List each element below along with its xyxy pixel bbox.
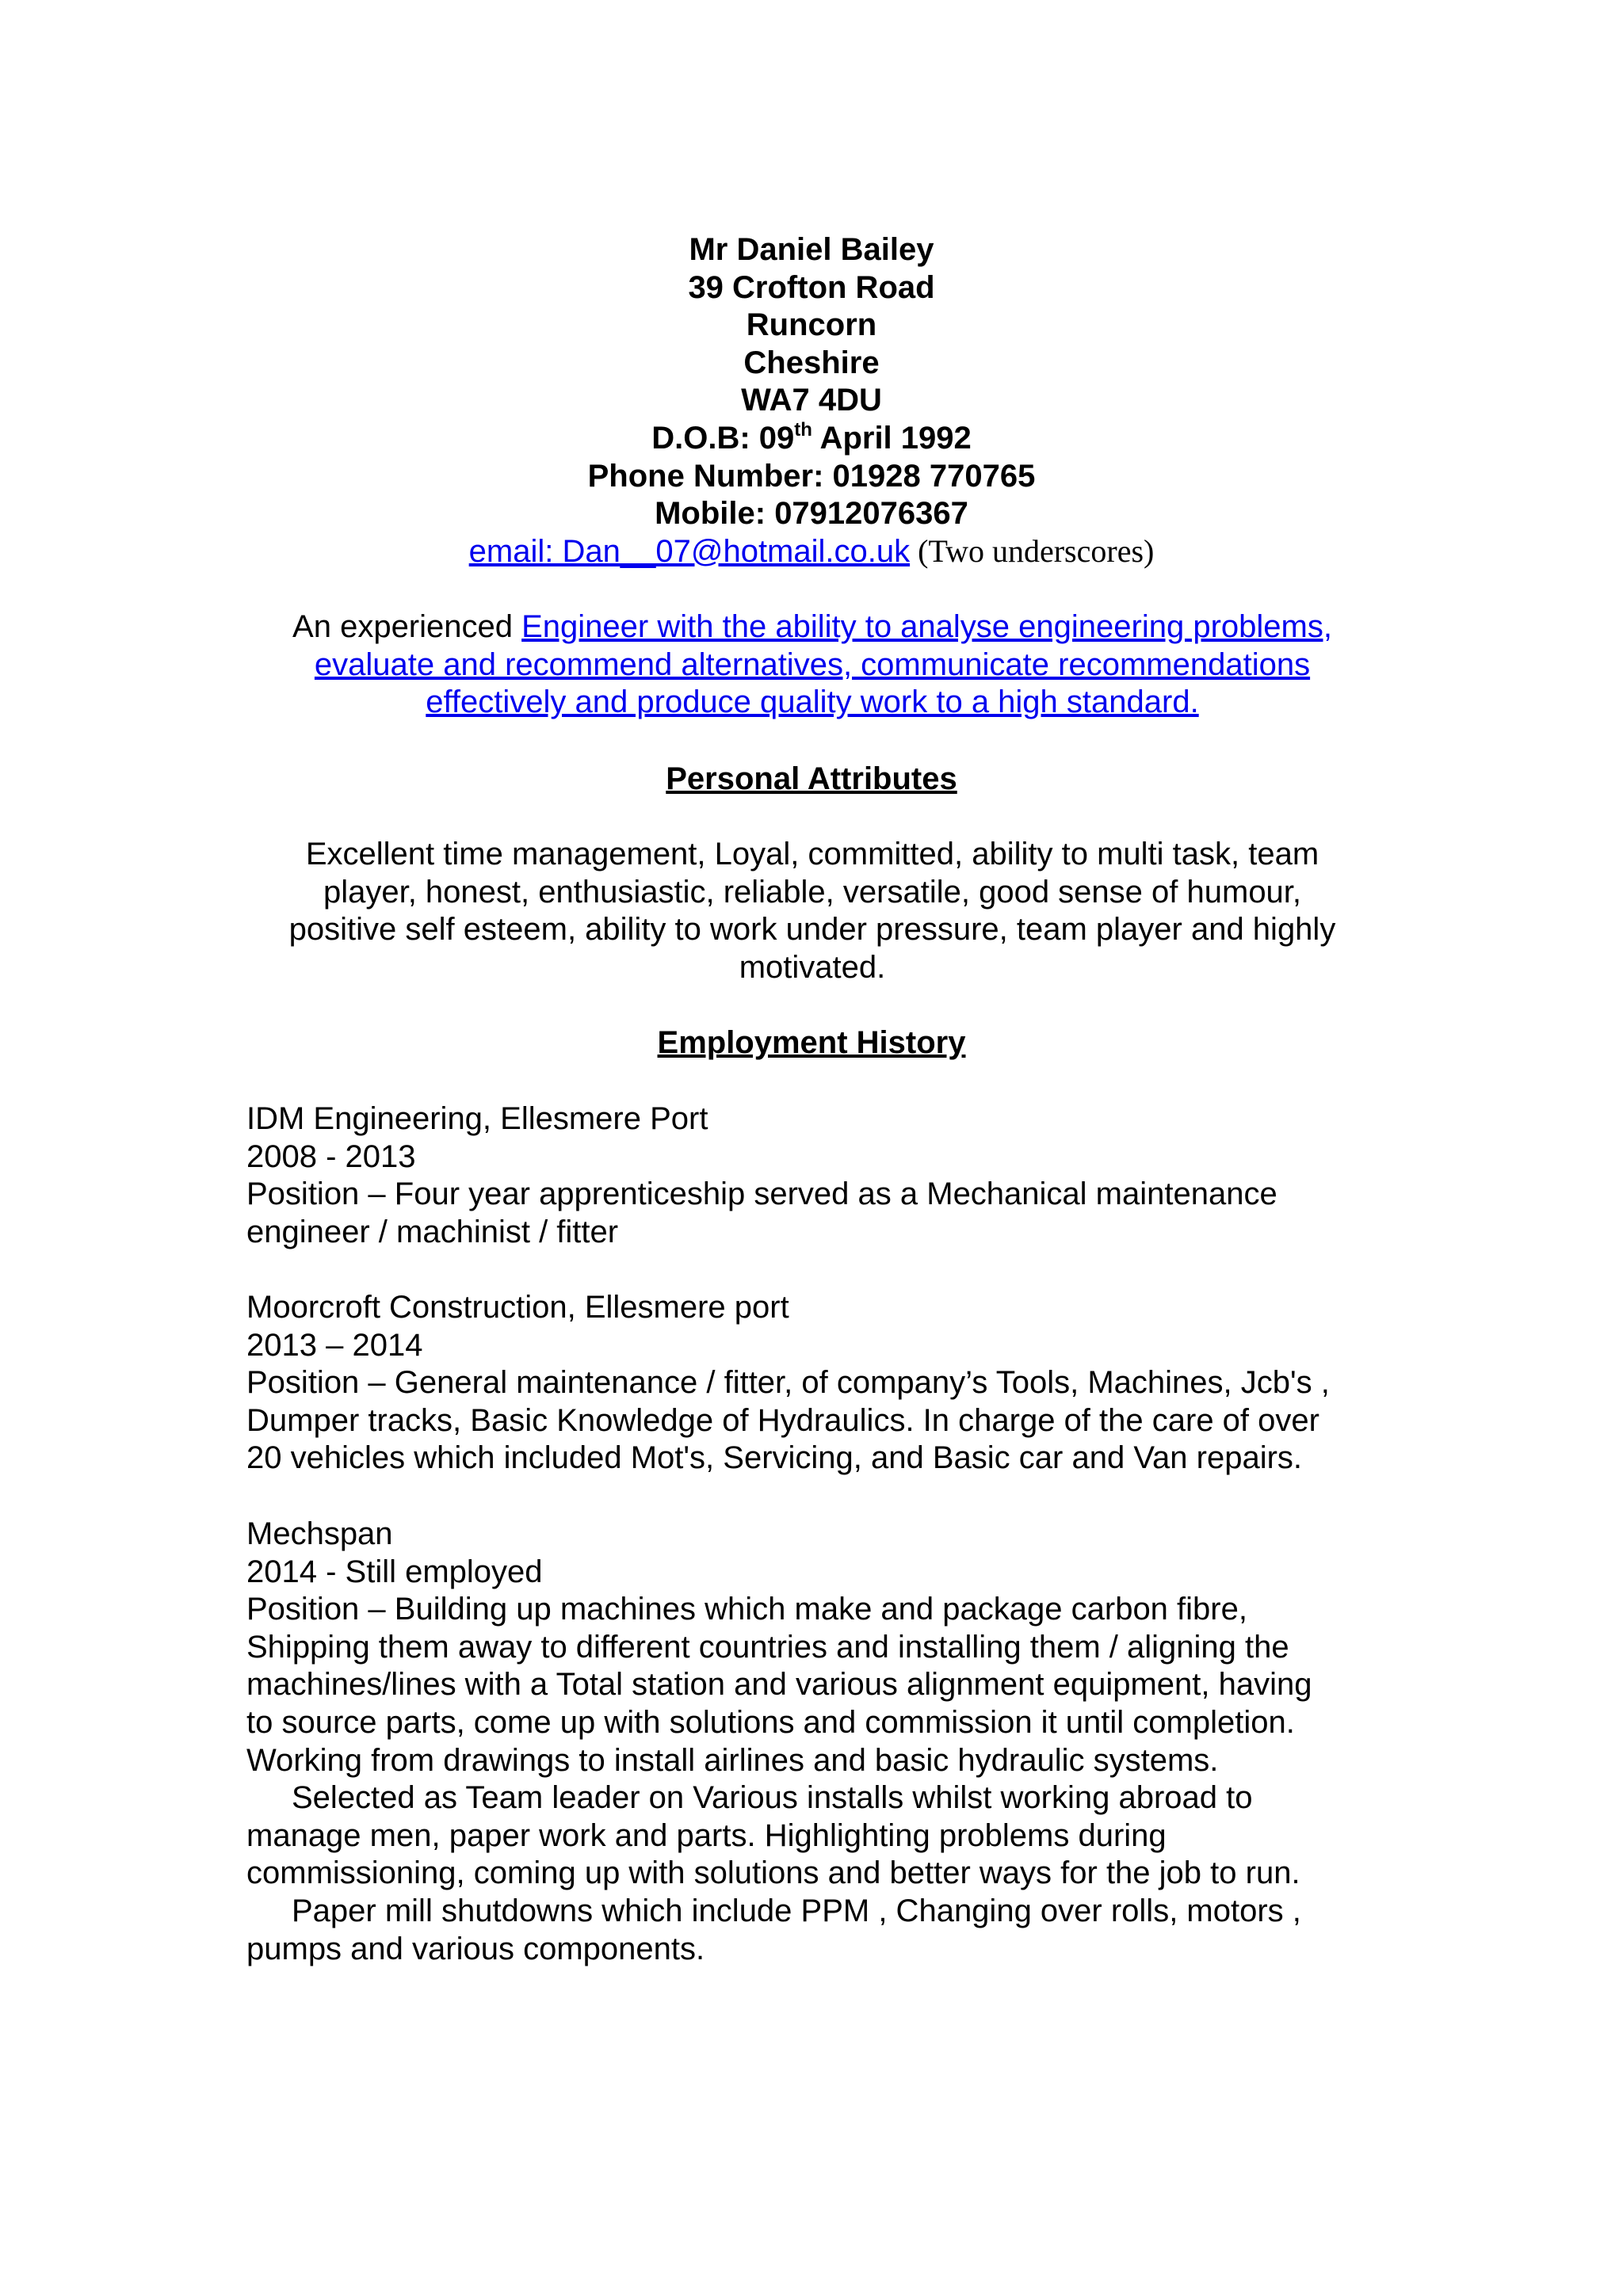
email-line [0, 532, 1623, 571]
job-entry-moorcroft [246, 1289, 1396, 1478]
profile-summary [262, 608, 1363, 722]
job-company: Moorcroft Construction, Ellesmere port [246, 1290, 789, 1325]
job-company: Mechspan [246, 1516, 393, 1551]
personal-attributes-heading: Personal Attributes [666, 761, 957, 796]
job-entry-idm [246, 1100, 1396, 1251]
attributes-line: positive self esteem, ability to work under pressure, team player and highly [288, 912, 1336, 948]
job-description-line: to source parts, come up with solutions and commission it until completion. [246, 1704, 1295, 1740]
summary-lead: An experienced [292, 609, 522, 644]
address-postcode: WA7 4DU [741, 383, 882, 418]
date-of-birth [0, 420, 1623, 458]
summary-link-3[interactable]: effectively and produce quality work to a high standard. [426, 685, 1199, 720]
email-link[interactable]: email: Dan__07@hotmail.co.uk [468, 534, 911, 569]
summary-line-3 [262, 684, 1363, 722]
summary-link-1[interactable]: Engineer with the ability to analyse engineering problems, [521, 609, 1332, 644]
job-description-line: Shipping them away to different countries and installing them / aligning the [246, 1629, 1289, 1665]
summary-link-2[interactable]: evaluate and recommend alternatives, communicate recommendations [314, 646, 1311, 682]
job-description-line: engineer / machinist / fitter [246, 1214, 619, 1249]
job-dates: 2008 - 2013 [246, 1138, 416, 1174]
dob-suffix: April 1992 [812, 420, 972, 456]
dob-ordinal: th [794, 418, 812, 441]
personal-attributes-text [262, 836, 1363, 986]
job-description-line: Position – Four year apprenticeship served as a Mechanical maintenance [246, 1177, 1277, 1212]
job-description-line: Dumper tracks, Basic Knowledge of Hydraulics. In charge of the care of over [246, 1402, 1319, 1438]
job-description-line: Selected as Team leader on Various installs whilst working abroad to [292, 1780, 1253, 1816]
dob-prefix: D.O.B: 09 [651, 420, 795, 456]
contact-header [0, 231, 1623, 533]
job-description-line: Working from drawings to install airlines and basic hydraulic systems. [246, 1742, 1219, 1778]
mobile-number: Mobile: 07912076367 [655, 496, 968, 532]
address-county: Cheshire [743, 345, 880, 380]
phone-number: Phone Number: 01928 770765 [587, 458, 1036, 494]
job-company: IDM Engineering, Ellesmere Port [246, 1101, 708, 1136]
job-description-line: pumps and various components. [246, 1931, 705, 1966]
email-note: (Two underscores) [910, 533, 1155, 569]
job-description-line: commissioning, coming up with solutions and better ways for the job to run. [246, 1855, 1300, 1891]
summary-line-2 [262, 646, 1363, 685]
job-description-line: Paper mill shutdowns which include PPM , Changing over rolls, motors , [292, 1893, 1301, 1928]
job-description-line: manage men, paper work and parts. Highlighting problems during [246, 1817, 1167, 1853]
job-description-line: machines/lines with a Total station and various alignment equipment, having [246, 1667, 1312, 1703]
job-dates: 2013 – 2014 [246, 1327, 423, 1363]
job-description-line: 20 vehicles which included Mot's, Servicing, and Basic car and Van repairs. [246, 1440, 1303, 1476]
summary-line-1 [262, 608, 1363, 646]
job-description-line: Position – General maintenance / fitter, of company’s Tools, Machines, Jcb's , [246, 1365, 1330, 1401]
employment-history-heading: Employment History [657, 1025, 966, 1060]
attributes-line: Excellent time management, Loyal, committed, ability to multi task, team [305, 837, 1319, 871]
attributes-line: player, honest, enthusiastic, reliable, versatile, good sense of humour, [323, 874, 1302, 910]
address-street: 39 Crofton Road [688, 269, 935, 305]
job-entry-mechspan [246, 1516, 1396, 1968]
job-dates: 2014 - Still employed [246, 1554, 543, 1589]
full-name: Mr Daniel Bailey [689, 232, 934, 267]
job-description-line: Position – Building up machines which make and package carbon fibre, [246, 1592, 1247, 1627]
attributes-line: motivated. [739, 949, 886, 985]
address-town: Runcorn [746, 307, 877, 343]
